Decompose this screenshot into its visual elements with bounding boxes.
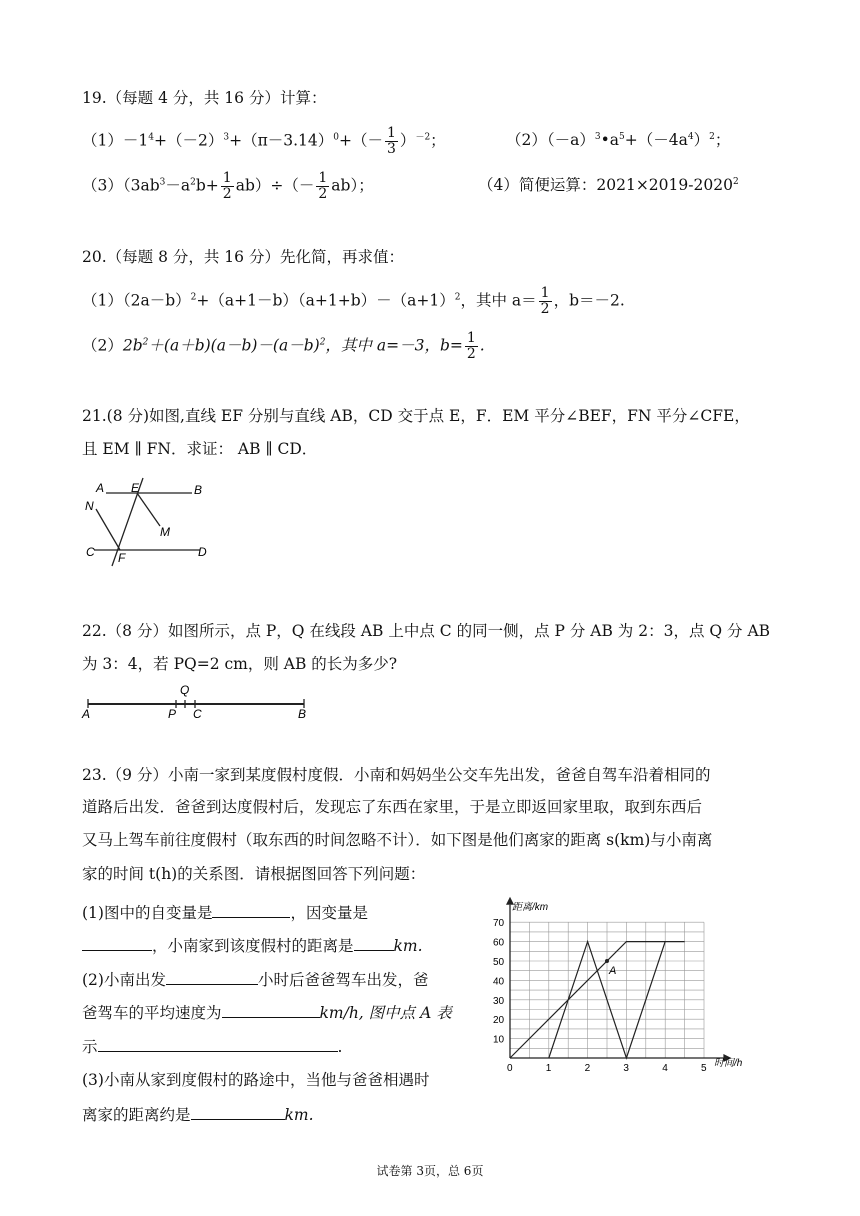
y-tick-label: 70	[493, 918, 505, 930]
fig21-label-a: A	[96, 481, 105, 495]
answer-blank-speed[interactable]	[222, 1001, 320, 1018]
fig22-label-a: A	[82, 707, 91, 720]
chart-x-label: 时间/h	[714, 1058, 743, 1069]
q23-sub2-line1: (2)小南出发 小时后爸爸驾车出发，爸	[82, 968, 428, 991]
chart-grid	[510, 922, 704, 1058]
fig22-label-p: P	[168, 707, 177, 720]
q21-line1: 21.(8 分)如图,直线 EF 分别与直线 AB，CD 交于点 E，F．EM 平分∠BEF，FN 平分∠CFE，	[82, 407, 750, 425]
q19-part4: （4）简便运算：$2021\times 2019-2020^2$	[478, 176, 739, 195]
point-a-label: A	[609, 965, 617, 977]
q23-line1: 23.（9 分）小南一家到某度假村度假．小南和妈妈坐公交车先出发，爸爸自驾车沿着相同的	[82, 766, 711, 784]
q22-line2: 为 3：4，若 PQ=2 cm，则 AB 的长为多少?	[82, 655, 398, 673]
x-tick-label: 1	[545, 1063, 552, 1074]
chart-y-label: 距离/km	[512, 902, 549, 913]
x-tick-label: 4	[662, 1063, 668, 1074]
fig21-label-d: D	[198, 545, 207, 559]
fig22-label-q: Q	[180, 683, 190, 697]
q23-sub3-line1: (3)小南从家到度假村的路途中，当他与爸爸相遇时	[82, 1071, 430, 1089]
fig21-label-m: M	[160, 525, 170, 539]
point-a-marker	[605, 959, 609, 963]
page-footer: 试卷第 3页，总 6页	[376, 1164, 484, 1178]
y-tick-label: 10	[493, 1034, 505, 1046]
q23-sub2-line2: 爸驾车的平均速度为 km/h, 图中点 A 表	[82, 1001, 452, 1024]
answer-blank-distance[interactable]	[354, 934, 394, 951]
q19-part1: $(1)-1^4+(-2)^3+(\pi-3.14)^0+(-$ $\frac{1}{3}$ ）$^{-2}$；	[82, 125, 446, 157]
fig21-label-n: N	[85, 499, 94, 513]
answer-blank-point-a[interactable]	[98, 1035, 338, 1052]
q21-figure	[80, 474, 220, 570]
y-tick-label: 50	[493, 957, 505, 968]
q20-part2: $(2)2b^2+(a+b)(a-b)-(a-b)^2$，其中 a=－3，b= $\frac{1}{2}$ .	[82, 330, 485, 362]
fig21-label-f: F	[118, 551, 126, 565]
fig21-label-b: B	[194, 483, 203, 497]
distance-time-chart	[488, 892, 768, 1082]
q23-line2: 道路后出发．爸爸到达度假村后，发现忘了东西在家里，于是立即返回家里取，取到东西后	[82, 798, 703, 816]
q23-sub1-line1: (1)图中的自变量是 ，因变量是	[82, 901, 368, 924]
q20-part1: $(1)(2a-b)^2+(a+1-b)(a+1+b)-(a+1)^2$，其中 a＝ $\frac{1}{2}$ ，b＝－2.	[82, 285, 625, 317]
fig22-label-b: B	[298, 707, 307, 720]
x-tick-label: 0	[507, 1063, 513, 1074]
q23-sub3-line2: 离家的距离约是 km.	[82, 1103, 314, 1126]
q23-line3: 又马上驾车前往度假村（取东西的时间忽略不计）．如下图是他们离家的距离 s(km)与小南离	[82, 831, 713, 849]
q20-header: 20.（每题 8 分，共 16 分）先化简，再求值：	[82, 248, 404, 266]
q23-sub2-line3: 示 .	[82, 1035, 342, 1058]
q23-sub1-line2: ，小南家到该度假村的距离是 km.	[82, 934, 423, 957]
y-tick-label: 30	[493, 995, 505, 1007]
q19-part2: $(2)(-a)^3•a^5+(-4a^4)^2$；	[506, 131, 731, 150]
q23-line4: 家的时间 t(h)的关系图．请根据图回答下列问题：	[82, 865, 426, 883]
x-tick-label: 3	[623, 1063, 629, 1074]
q19-header: 19.（每题 4 分，共 16 分）计算：	[82, 89, 327, 107]
answer-blank-hours[interactable]	[166, 968, 258, 985]
answer-blank-dependent[interactable]	[82, 934, 152, 951]
y-tick-label: 60	[493, 937, 505, 949]
answer-blank-independent[interactable]	[212, 901, 290, 918]
x-tick-label: 5	[701, 1063, 707, 1074]
q22-line1: 22.（8 分）如图所示，点 P，Q 在线段 AB 上中点 C 的同一侧，点 P 分 AB 为 2：3，点 Q 分 AB	[82, 622, 771, 640]
q19-part3: $(3)(3ab^3-a^2b+$ $\frac{1}{2}$ ab）÷（－ $\frac{1}{2}$ ab）；	[82, 170, 374, 202]
chart-axes	[506, 897, 731, 1062]
q21-line2: 且 EM ∥ FN．求证： AB ∥ CD．	[82, 440, 318, 458]
y-tick-label: 40	[493, 976, 505, 988]
q22-figure	[80, 680, 320, 720]
answer-blank-meet-distance[interactable]	[191, 1103, 285, 1120]
fig22-label-c: C	[193, 707, 202, 720]
fig21-label-e: E	[131, 481, 140, 495]
fig21-label-c: C	[86, 545, 95, 559]
y-tick-label: 20	[493, 1015, 505, 1027]
x-tick-label: 2	[584, 1063, 591, 1074]
